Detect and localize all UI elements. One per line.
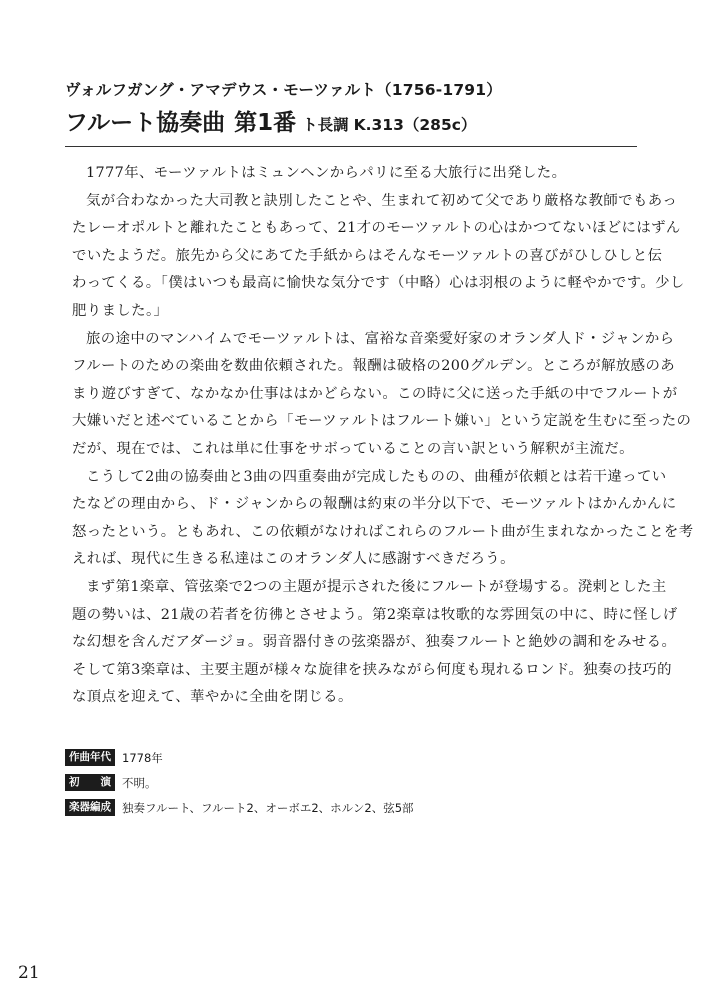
body-line: 気が合わなかった大司教と訣別したことや、生まれて初めて父であり厳格な教師でもあっ [86,192,678,209]
premiere-value: 不明。 [122,775,157,790]
body-line: そして第3楽章は、主要主題が様々な旋律を挟みながら何度も現れるロンド。独奏の技巧的 [72,661,672,678]
instrumentation-value: 独奏フルート、フルート2、オーボエ2、ホルン2、弦5部 [122,800,414,815]
composed-label: 作曲年代 [65,749,115,766]
page-number: 21 [18,963,40,983]
work-key: ト長調 [302,116,349,134]
body-line: たなどの理由から、ド・ジャンからの報酬は約束の半分以下で、モーツァルトはかんかんに [72,496,677,513]
work-title-main: フルート協奏曲 [65,110,226,136]
title-divider [65,146,637,147]
body-line: フルートのための楽曲を数曲依頼された。報酬は破格の200グルデン。ところが解放感のあ [72,358,676,375]
body-line: 大嫌いだと述べていることから「モーツァルトはフルート嫌い」という定説を生むに至ったの [72,413,692,430]
instrumentation-label: 楽器編成 [65,799,115,816]
body-line: 1777年、モーツァルトはミュンヘンからパリに至る大旅行に出発した。 [86,165,567,181]
body-line: まり遊びすぎて、なかなか仕事ははかどらない。この時に父に送った手紙の中でフルートが [72,385,678,402]
body-line: でいたようだ。旅先から父にあてた手紙からはそんなモーツァルトの喜びがひしひしと伝 [72,247,663,264]
body-line: 肥りました。」 [72,302,169,319]
body-line: わってくる。「僕はいつも最高に愉快な気分です（中略）心は羽根のように軽やかです。少し [72,275,685,292]
composed-value: 1778年 [122,750,163,765]
info-row-composed [65,745,414,770]
body-line: 旅の途中のマンハイムでモーツァルトは、富裕な音楽愛好家のオランダ人ド・ジャンから [86,330,675,347]
body-line: な幻想を含んだアダージョ。弱音器付きの弦楽器が、独奏フルートと絶妙の調和をみせる。 [72,634,677,651]
info-row-instrumentation [65,795,414,820]
work-number: 第1番 [234,110,297,136]
body-line: まず第1楽章、管弦楽で2つの主題が提示された後にフルートが登場する。溌剌とした主 [86,578,667,595]
body-text [72,160,694,712]
work-info [65,745,414,820]
body-line: たレーオポルトと離れたこともあって、21才のモーツァルトの心はかつてないほどにはずん [72,220,681,237]
body-line: えれば、現代に生きる私達はこのオランダ人に感謝すべきだろう。 [72,551,515,568]
premiere-label: 初 演 [65,774,115,791]
info-row-premiere [65,770,414,795]
body-line: 題の勢いは、21歳の若者を彷彿とさせよう。第2楽章は牧歌的な雰囲気の中に、時に怪しげ [72,606,678,623]
work-title [65,104,645,137]
composer-line: ヴォルフガング・アマデウス・モーツァルト（1756-1791） [65,81,502,99]
body-line: こうして2曲の協奏曲と3曲の四重奏曲が完成したものの、曲種が依頼とは若干違ってい [86,468,667,485]
body-line: 怒ったという。ともあれ、この依頼がなければこれらのフルート曲が生まれなかったことを考 [72,523,694,540]
body-line: だが、現在では、これは単に仕事をサボっていることの言い訳という解釈が主流だ。 [72,440,634,457]
work-catalog: K.313（285c） [353,116,477,134]
body-line: な頂点を迎えて、華やかに全曲を閉じる。 [72,689,353,706]
